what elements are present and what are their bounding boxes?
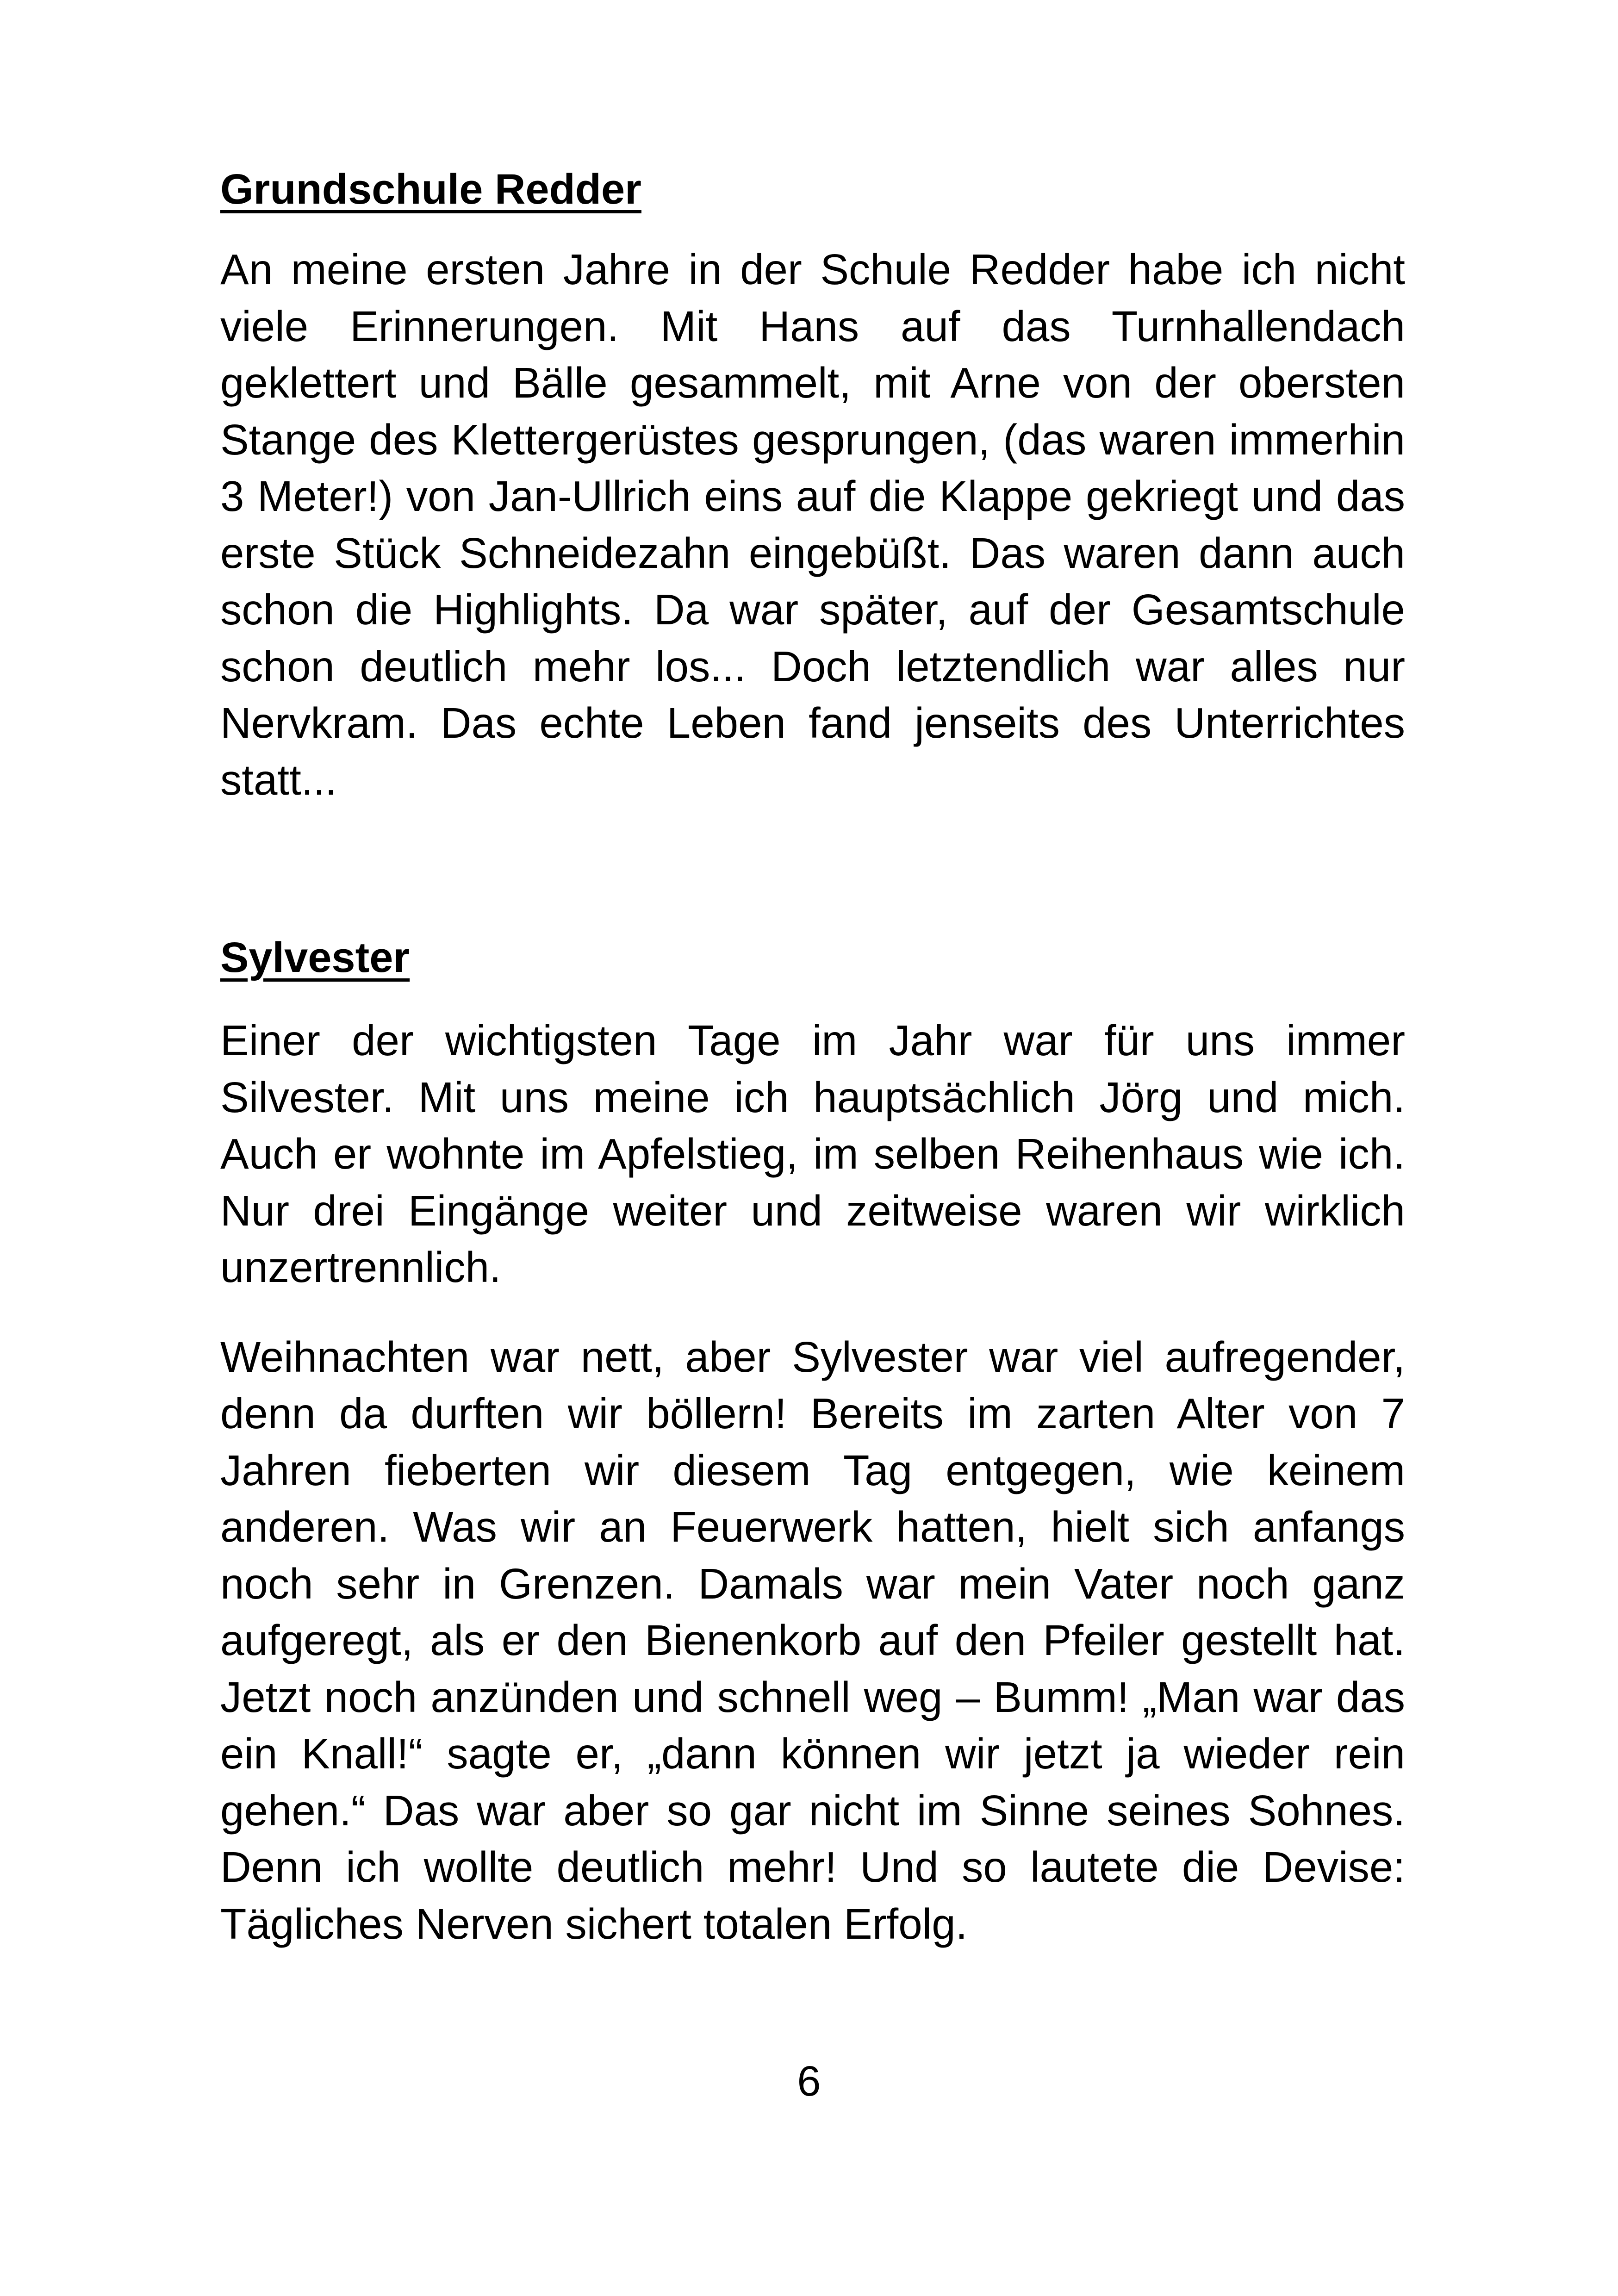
paragraph-silvester-story: Weihnachten war nett, aber Sylvester war viel aufregender, denn da durften wir böllern! Bereits im zarten Alter von 7 Jahren fieberten wir diesem Tag entgegen, wie keinem anderen. Was wir an Feuerwerk hatten, hielt sich anfangs noch sehr in Grenzen. Damals war mein Vater noch ganz aufgeregt, als er den Bienenkorb auf den Pfeiler gestellt hat. Jetzt noch anzünden und schnell weg – Bumm! „Man war das ein Knall!“ sagte er, „dann können wir jetzt ja wieder rein gehen.“ Das war aber so gar nicht im Sinne seines Sohnes. Denn ich wollte deutlich mehr! Und so lautete die Devise: Tägliches Nerven sichert totalen Erfolg.	[220, 1332, 1405, 1948]
paragraph-grundschule: An meine ersten Jahre in der Schule Redder habe ich nicht viele Erinnerungen. Mit Hans auf das Turnhallendach geklettert und Bälle gesammelt, mit Arne von der obersten Stange des Klettergerüstes gesprungen, (das waren immerhin 3 Meter!) von Jan-Ullrich eins auf die Klappe gekriegt und das erste Stück Schneidezahn eingebüßt. Das waren dann auch schon die Highlights. Da war später, auf der Gesamtschule schon deutlich mehr los... Doch letztendlich war alles nur Nervkram. Das echte Leben fand jenseits des Unterrichtes statt...	[220, 245, 1405, 804]
paragraph-silvester-intro: Einer der wichtigsten Tage im Jahr war für uns immer Silvester. Mit uns meine ich hauptsächlich Jörg und mich. Auch er wohnte im Apfelstieg, im selben Reihenhaus wie ich. Nur drei Eingänge weiter und zeitweise waren wir wirklich unzertrennlich.	[220, 1016, 1405, 1291]
page-content	[220, 163, 1405, 1952]
section-spacer	[220, 808, 1405, 931]
page-number: 6	[797, 2058, 821, 2105]
section-title-sylvester: Sylvester	[220, 934, 410, 981]
section-title-grundschule-redder: Grundschule Redder	[220, 166, 641, 213]
